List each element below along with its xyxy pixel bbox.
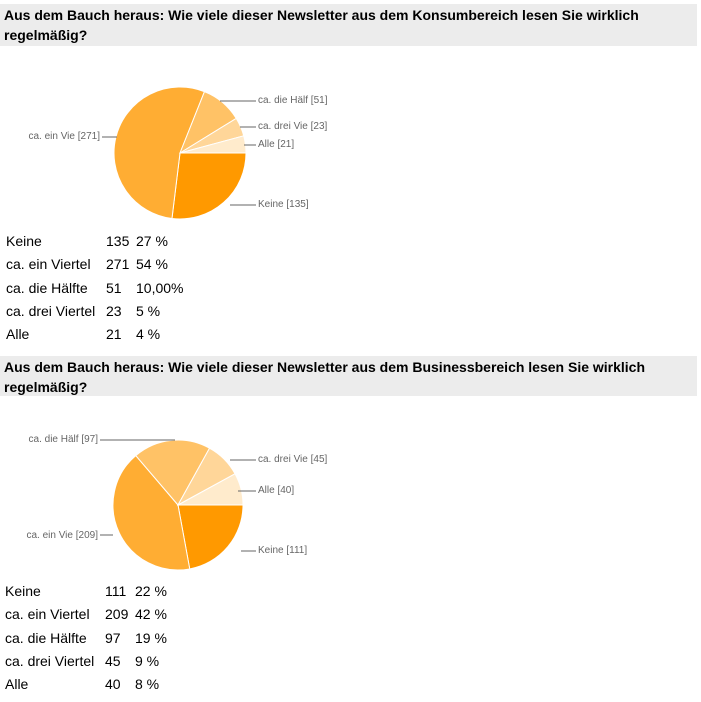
table-cell-count: 40 xyxy=(105,676,121,693)
table-cell-label: ca. die Hälfte xyxy=(6,279,88,296)
pie-slice xyxy=(172,153,246,219)
table-cell-count: 45 xyxy=(105,652,121,669)
results-table xyxy=(5,580,167,696)
table-row xyxy=(6,230,183,253)
table-cell-label: ca. die Hälfte xyxy=(5,629,87,646)
table-row xyxy=(6,253,183,276)
question-title: Aus dem Bauch heraus: Wie viele dieser Newsletter aus dem Konsumbereich lesen Sie wirklich regelmäßig? xyxy=(0,4,697,46)
question-title: Aus dem Bauch heraus: Wie viele dieser Newsletter aus dem Businessbereich lesen Sie wirklich regelmäßig? xyxy=(0,356,697,396)
table-cell-count: 23 xyxy=(106,302,122,319)
table-cell-label: Alle xyxy=(6,326,30,343)
slice-label: ca. drei Vie [45] xyxy=(258,454,328,465)
slice-label: ca. ein Vie [271] xyxy=(28,131,100,142)
slice-label: ca. die Hälf [97] xyxy=(28,434,98,445)
table-row xyxy=(5,673,167,696)
table-row xyxy=(5,603,167,626)
table-cell-pct: 4 % xyxy=(136,326,161,343)
table-cell-count: 135 xyxy=(106,233,130,249)
table-row xyxy=(6,300,183,323)
table-cell-label: ca. ein Viertel xyxy=(6,256,91,273)
pie-chart-business xyxy=(0,350,701,580)
table-cell-count: 97 xyxy=(105,629,121,646)
table-cell-pct: 8 % xyxy=(135,676,160,693)
table-cell-label: ca. ein Viertel xyxy=(5,606,90,623)
slice-label: ca. drei Vie [23] xyxy=(258,121,328,132)
table-cell-count: 111 xyxy=(105,583,127,599)
table-row xyxy=(6,277,183,300)
table-row xyxy=(5,650,167,673)
slice-label: Keine [135] xyxy=(258,199,309,210)
slice-label: ca. ein Vie [209] xyxy=(26,530,98,541)
table-cell-pct: 22 % xyxy=(135,583,167,599)
results-table xyxy=(6,230,183,346)
table-cell-count: 21 xyxy=(106,326,122,343)
table-cell-count: 271 xyxy=(106,256,130,273)
table-cell-label: Alle xyxy=(5,676,29,693)
survey-section-consumer xyxy=(0,0,701,350)
pie-chart-consumer xyxy=(0,0,701,230)
table-cell-label: ca. drei Viertel xyxy=(6,302,96,319)
table-cell-count: 51 xyxy=(106,279,122,296)
slice-label: Alle [21] xyxy=(258,139,295,150)
table-cell-pct: 10,00% xyxy=(136,279,184,296)
table-cell-pct: 9 % xyxy=(135,652,160,669)
survey-section-business xyxy=(0,350,701,702)
table-cell-pct: 42 % xyxy=(135,606,167,623)
table-cell-label: Keine xyxy=(6,233,42,249)
table-cell-pct: 54 % xyxy=(136,256,168,273)
table-row xyxy=(5,580,167,603)
table-cell-label: Keine xyxy=(5,583,41,599)
slice-label: ca. die Hälf [51] xyxy=(258,95,328,106)
table-cell-pct: 27 % xyxy=(136,233,168,249)
table-row xyxy=(5,627,167,650)
table-cell-count: 209 xyxy=(105,606,129,623)
slice-label: Keine [111] xyxy=(258,545,308,556)
table-cell-pct: 5 % xyxy=(136,302,161,319)
table-row xyxy=(6,323,183,346)
table-cell-pct: 19 % xyxy=(135,629,167,646)
table-cell-label: ca. drei Viertel xyxy=(5,652,95,669)
slice-label: Alle [40] xyxy=(258,485,295,496)
